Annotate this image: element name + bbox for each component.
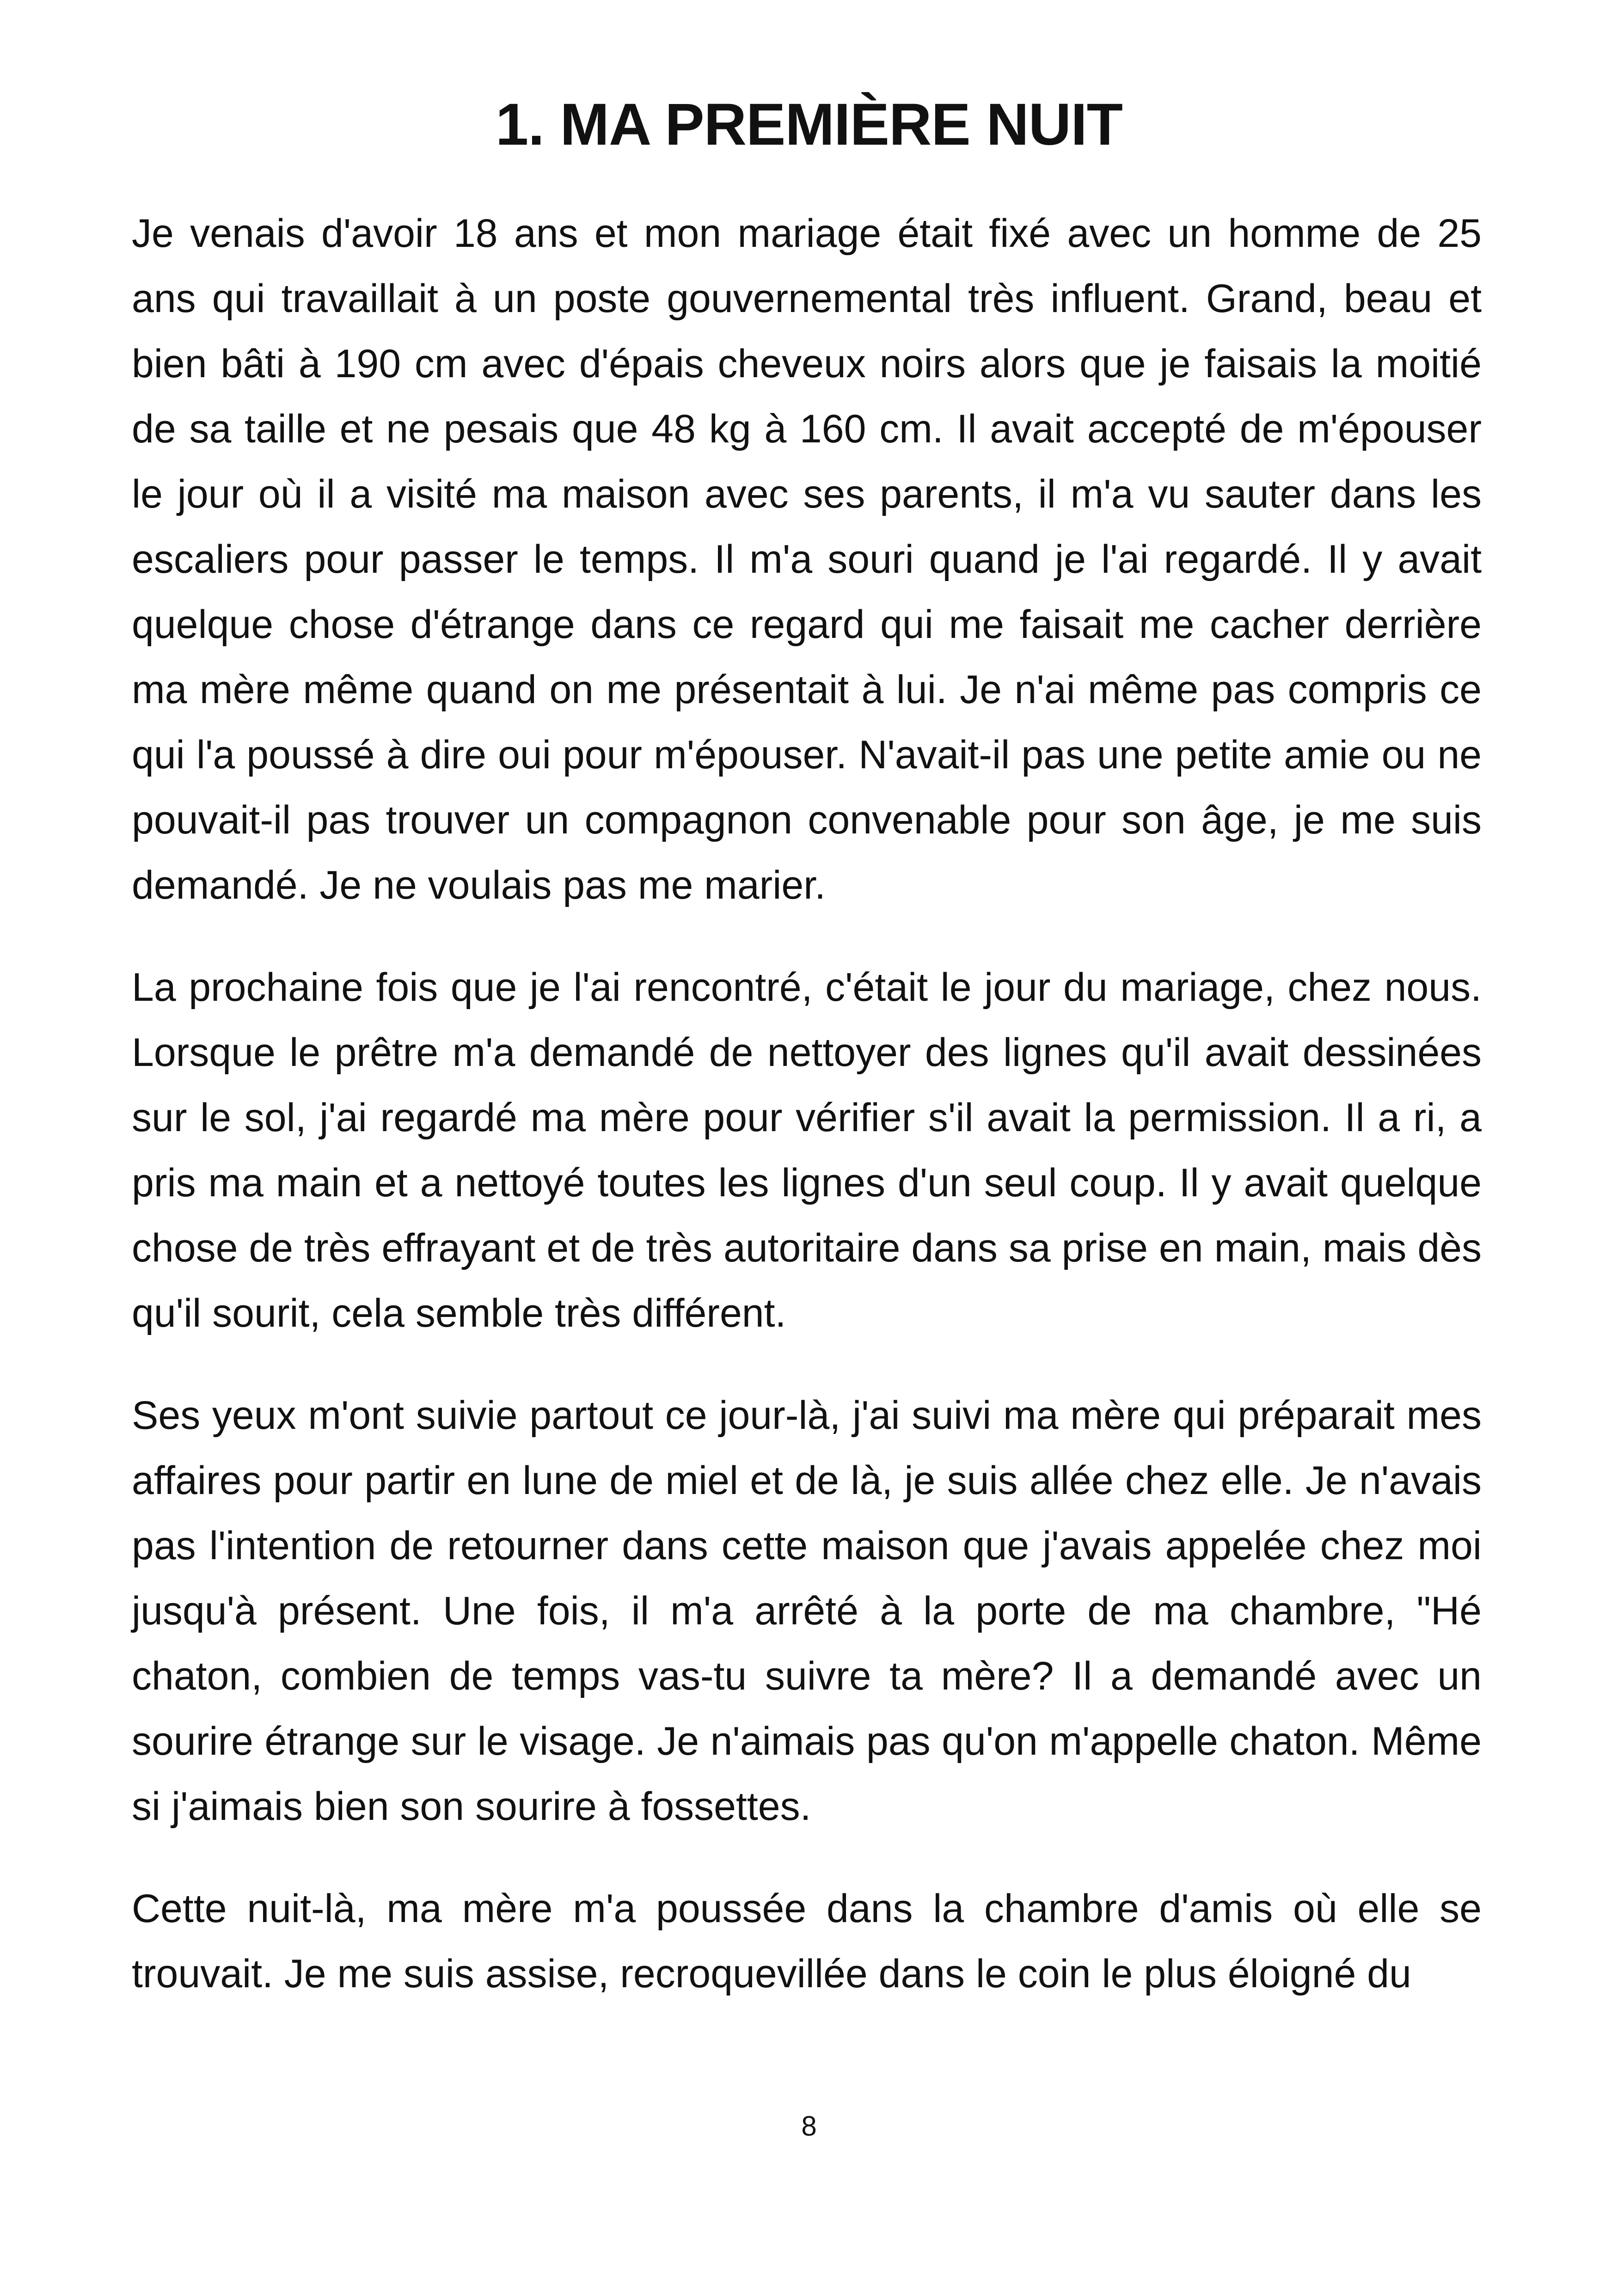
paragraph-2: La prochaine fois que je l'ai rencontré, c'était le jour du mariage, chez nous. Lorsque le prêtre m'a demandé de nettoyer des lignes qu'il avait dessinées sur le sol, j'ai regardé ma mère pour vérifier s'il avait la permission. Il a ri, a pris ma main et a nettoyé toutes les lignes d'un seul coup. Il y avait quelque chose de très effrayant et de très autoritaire dans sa prise en main, mais dès qu'il sourit, cela semble très différent. — [132, 965, 1482, 1335]
chapter-body — [132, 201, 1482, 2044]
page-number: 8 — [801, 2111, 817, 2142]
chapter-title: 1. MA PREMIÈRE NUIT — [496, 92, 1122, 158]
paragraph-4: Cette nuit-là, ma mère m'a poussée dans la chambre d'amis où elle se trouvait. Je me suis assise, recroquevillée dans le coin le plus éloigné du — [132, 1886, 1482, 1996]
paragraph-3: Ses yeux m'ont suivie partout ce jour-là, j'ai suivi ma mère qui préparait mes affaires pour partir en lune de miel et de là, je suis allée chez elle. Je n'avais pas l'intention de retourner dans cette maison que j'avais appelée chez moi jusqu'à présent. Une fois, il m'a arrêté à la porte de ma chambre, "Hé chaton, combien de temps vas-tu suivre ta mère? Il a demandé avec un sourire étrange sur le visage. Je n'aimais pas qu'on m'appelle chaton. Même si j'aimais bien son sourire à fossettes. — [132, 1393, 1482, 1829]
paragraph-1: Je venais d'avoir 18 ans et mon mariage était fixé avec un homme de 25 ans qui travaillait à un poste gouvernemental très influent. Grand, beau et bien bâti à 190 cm avec d'épais cheveux noirs alors que je faisais la moitié de sa taille et ne pesais que 48 kg à 160 cm. Il avait accepté de m'épouser le jour où il a visité ma maison avec ses parents, il m'a vu sauter dans les escaliers pour passer le temps. Il m'a souri quand je l'ai regardé. Il y avait quelque chose d'étrange dans ce regard qui me faisait me cacher derrière ma mère même quand on me présentait à lui. Je n'ai même pas compris ce qui l'a poussé à dire oui pour m'épouser. N'avait-il pas une petite amie ou ne pouvait-il pas trouver un compagnon convenable pour son âge, je me suis demandé. Je ne voulais pas me marier. — [132, 211, 1482, 907]
